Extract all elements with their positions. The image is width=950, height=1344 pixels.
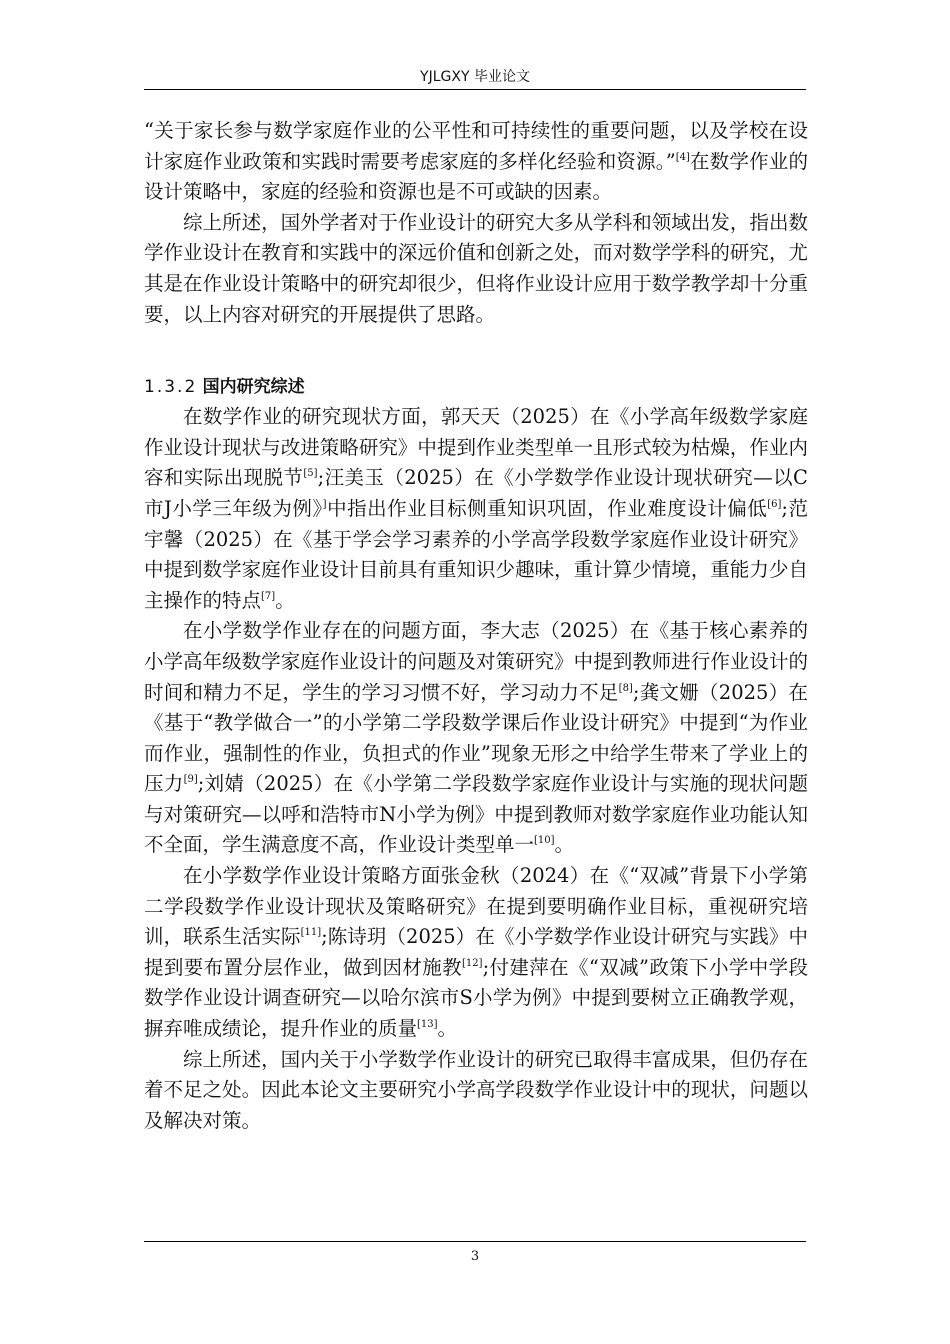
citation: ] (322, 498, 327, 510)
footer-rule (144, 1241, 806, 1242)
running-header: YJLGXY 毕业论文 (420, 69, 530, 85)
page-number: 3 (470, 1249, 480, 1264)
section-number: 1.3.2 (144, 377, 198, 398)
citation: [11] (300, 927, 322, 939)
paragraph: 综上所述，国内关于小学数学作业设计的研究已取得丰富成果，但仍存在着不足之处。因此本论文主要研究小学高学段数学作业设计中的现状，问题以及解决对策。 (144, 1047, 808, 1132)
citation: [13] (417, 1019, 438, 1031)
paragraph: 在小学数学作业设计策略方面张金秋（2024）在《“双减”背景下小学第二学段数学作业设计现状及策略研究》在提到要明确作业目标，重视研究培训，联系生活实际[11];陈诗玥（2025）在《小学数学作业设计研究与实践》中提到要布置分层作业，做到因材施教[12];付建萍在《“双减”政策下小学中学段数学作业设计调查研究—以哈尔滨市S小学为例》中提到要树立正确教学观，摒弃唯成绩论，提升作业的质量[13]。 (144, 864, 808, 1041)
paragraph: 综上所述，国外学者对于作业设计的研究大多从学科和领域出发，指出数学作业设计在教育和实践中的深远价值和创新之处，而对数学学科的研究，尤其是在作业设计策略中的研究却很少，但将作业设计应用于数学教学却十分重要，以上内容对研究的开展提供了思路。 (144, 210, 808, 326)
citation: [4] (675, 151, 690, 163)
citation: [8] (618, 682, 633, 694)
paragraph: “关于家长参与数学家庭作业的公平性和可持续性的重要问题，以及学校在设计家庭作业政策和实践时需要考虑家庭的多样化经验和资源。”[4]在数学作业的设计策略中，家庭的经验和资源也是不可或缺的因素。 (144, 119, 808, 204)
paragraph: 在小学数学作业存在的问题方面，李大志（2025）在《基于核心素养的小学高年级数学家庭作业设计的问题及对策研究》中提到教师进行作业设计的时间和精力不足，学生的学习习惯不好，学习动力不足[8];龚文姗（2025）在《基于“教学做合一”的小学第二学段数学课后作业设计研究》中提到“为作业而作业，强制性的作业，负担式的作业”现象无形之中给学生带来了学业上的压力[9];刘婧（2025）在《小学第二学段数学家庭作业设计与实施的现状问题与对策研究—以呼和浩特市N小学为例》中提到教师对数学家庭作业功能认知不全面，学生满意度不高，作业设计类型单一[10]。 (144, 619, 808, 857)
citation: [7] (261, 590, 276, 602)
citation: [9] (183, 774, 198, 786)
paragraph: 在数学作业的研究现状方面，郭天天（2025）在《小学高年级数学家庭作业设计现状与改进策略研究》中提到作业类型单一且形式较为枯燥，作业内容和实际出现脱节[5];汪美玉（2025）在《小学数学作业设计现状研究—以C市J小学三年级为例》]中指出作业目标侧重知识巩固，作业难度设计偏低[6];范宇馨（2025）在《基于学会学习素养的小学高学段数学家庭作业设计研究》中提到数学家庭作业设计目前具有重知识少趣味，重计算少情境，重能力少自主操作的特点[7]。 (144, 405, 808, 612)
citation: [5] (303, 468, 318, 480)
header-rule (144, 89, 806, 90)
section-title: 国内研究综述 (202, 377, 305, 398)
citation: [12] (462, 957, 483, 969)
citation: [6] (767, 498, 782, 510)
citation: [10] (534, 835, 555, 847)
page-body (144, 116, 808, 1136)
section-heading (144, 372, 808, 402)
